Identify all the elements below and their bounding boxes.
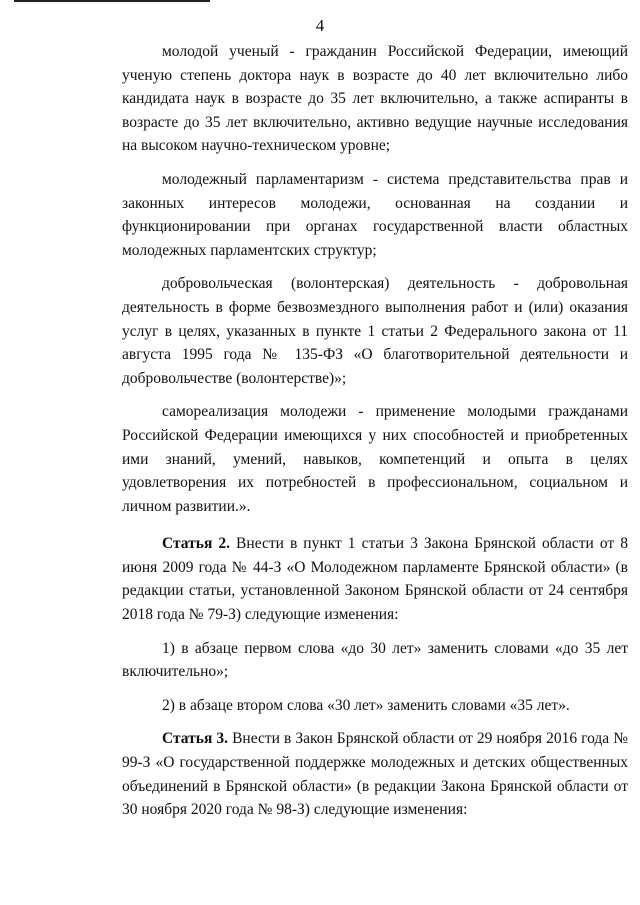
top-rule [14,0,210,2]
article-3-text: Внести в Закон Брянской области от 29 ноября 2016 года № 99-З «О государственной поддержке молодежных и детских общественных объединений в Брянской области» (в редакции Закона Брянской области от 30 ноября 2020 года № 98-З) следующие изменения: [122,730,628,819]
article-2-text: Внести в пункт 1 статьи 3 Закона Брянской области от 8 июня 2009 года № 44-З «О Молодежном парламенте Брянской области» (в редакции статьи, установленной Законом Брянской области от 24 сентября 2018 года № 79-З) следующие изменения: [122,535,628,624]
paragraph-youth-parliamentarism: молодежный парламентаризм - система представительства прав и законных интересов молодежи, основанная на создании и функционировании при органах государственной власти областных молодежных парламентских структур; [122,170,628,259]
paragraph-young-scientist: молодой ученый - гражданин Российской Федерации, имеющий ученую степень доктора наук в возрасте до 40 лет включительно либо кандидата наук в возрасте до 35 лет включительно, а также аспиранты в возрасте до 35 лет включительно, активно ведущие научные исследования на высоком научно-техническом уровне; [122,43,628,155]
article-2-heading: Статья 2. [162,535,231,553]
page-number: 4 [315,16,325,35]
list-item-1: 1) в абзаце первом слова «до 30 лет» заменить словами «до 35 лет включительно»; [122,639,628,681]
document-body [122,40,628,822]
paragraph-volunteer-activity: добровольческая (волонтерская) деятельность - добровольная деятельность в форме безвозмездного выполнения работ и (или) оказания услуг в целях, указанных в пункте 1 статьи 2 Федерального закона от 11 августа 1995 года № 135-ФЗ «О благотворительной деятельности и добровольчестве (волонтерстве)»; [122,275,628,387]
list-item-2: 2) в абзаце втором слова «30 лет» заменить словами «35 лет». [162,696,570,714]
article-3 [122,727,628,821]
article-3-heading: Статья 3. [162,730,229,748]
article-2 [122,532,628,626]
paragraph-self-realization: самореализация молодежи - применение молодыми гражданами Российской Федерации имеющихся у них способностей и приобретенных ими знаний, умений, навыков, компетенций и опыта в целях удовлетворения их потребностей в профессиональном, социальном и личном развитии.». [122,403,628,515]
